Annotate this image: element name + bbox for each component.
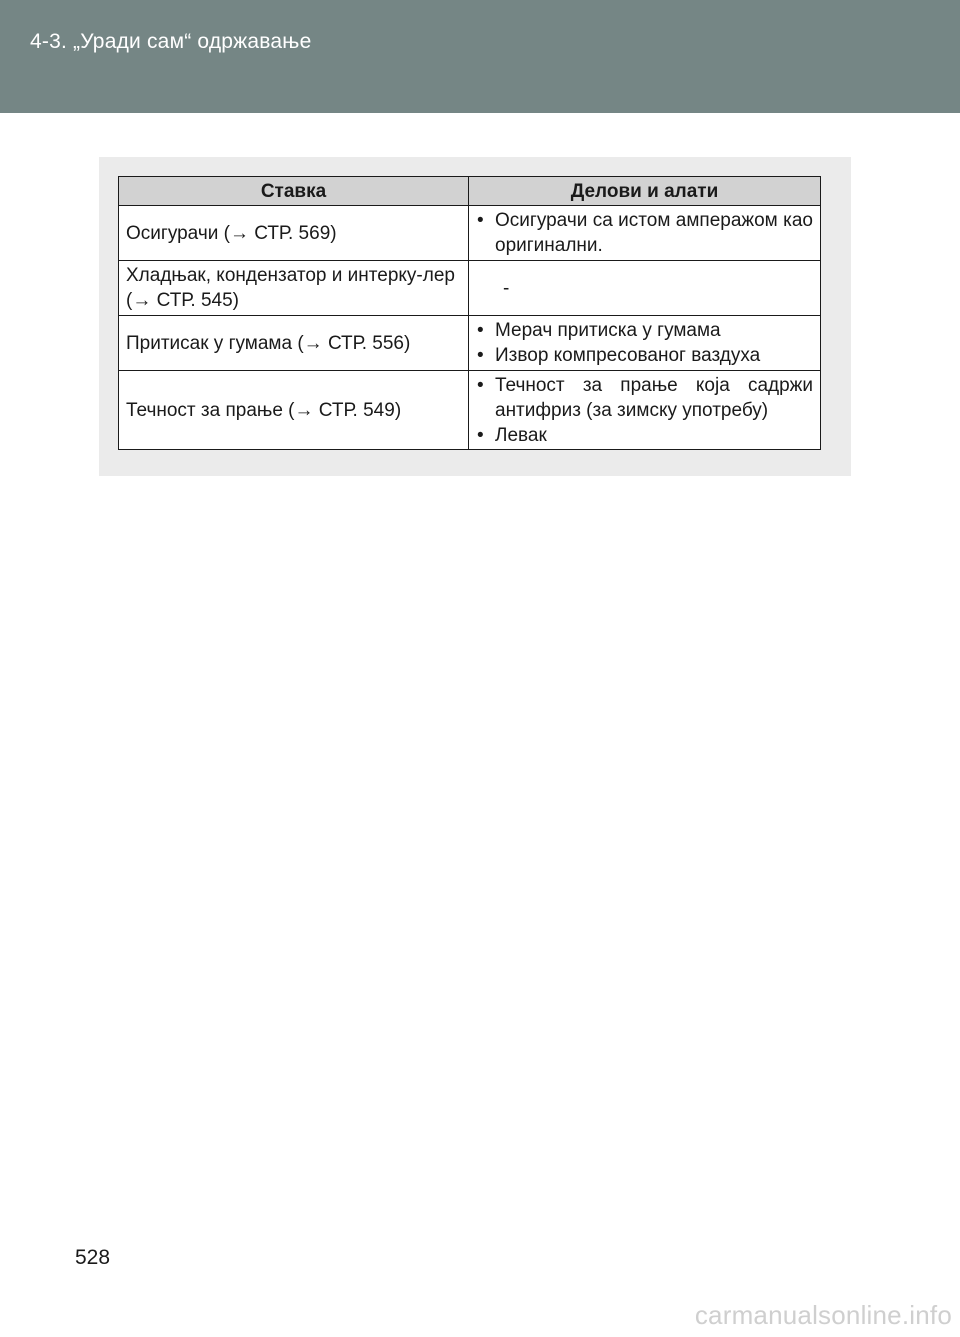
table-header-row: [119, 177, 821, 206]
parts-cell: [469, 371, 821, 450]
table-row: [119, 206, 821, 261]
empty-dash: -: [503, 277, 510, 299]
item-cell: Течност за прање (→ СТР. 549): [119, 371, 469, 450]
parts-list: [476, 208, 813, 258]
parts-panel: [99, 157, 851, 476]
parts-cell: [469, 316, 821, 371]
page-number: 528: [75, 1246, 111, 1269]
header-band: [0, 0, 960, 113]
parts-cell: [469, 206, 821, 261]
section-title: 4-3. „Уради сам“ одржавање: [30, 30, 312, 53]
list-item: • Левак: [476, 423, 813, 448]
table-row: [119, 316, 821, 371]
column-header-parts: Делови и алати: [469, 177, 821, 206]
list-item: • Извор компресованог ваздуха: [476, 343, 813, 368]
parts-list: [476, 373, 813, 448]
item-cell: Осигурачи (→ СТР. 569): [119, 206, 469, 261]
list-item: • Осигурачи са истом амперажом као оригинални.: [476, 208, 813, 258]
item-cell: Хладњак, кондензатор и интерку-лер (→ СТР. 545): [119, 261, 469, 316]
list-item: • Течност за прање која садржи антифриз (за зимску употребу): [476, 373, 813, 423]
table-row: [119, 371, 821, 450]
item-cell: Притисак у гумама (→ СТР. 556): [119, 316, 469, 371]
watermark: carmanualsonline.info: [694, 1300, 952, 1330]
column-header-item: Ставка: [119, 177, 469, 206]
parts-list: [476, 318, 813, 368]
parts-table: [118, 176, 821, 450]
list-item: • Мерач притиска у гумама: [476, 318, 813, 343]
table-row: [119, 261, 821, 316]
parts-cell: [469, 261, 821, 316]
